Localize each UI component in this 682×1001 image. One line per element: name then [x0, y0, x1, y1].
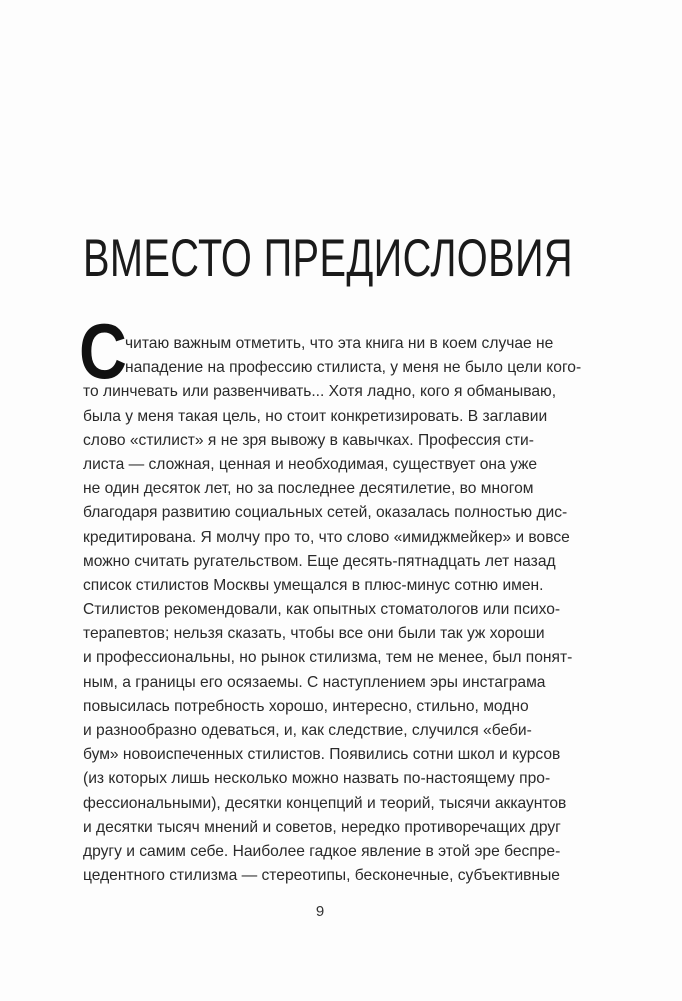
page-number: 9	[315, 903, 325, 920]
text-line: нападение на профессию стилиста, у меня не было цели кого-	[125, 359, 582, 377]
text-line: другу и самим себе. Наиболее гадкое явление в этой эре беспре-	[83, 842, 561, 860]
text-line: слово «стилист» я не зря вывожу в кавычках. Профессия сти-	[83, 431, 534, 449]
text-line: ным, а границы его осязаемы. С наступлением эры инстаграма	[83, 673, 546, 691]
text-line: благодаря развитию социальных сетей, оказалась полностью дис-	[83, 504, 568, 522]
text-line: Стилистов рекомендовали, как опытных стоматологов или психо-	[83, 601, 561, 619]
text-line: повысилась потребность хорошо, интересно, стильно, модно	[83, 697, 529, 715]
text-line: цедентного стилизма — стереотипы, бесконечные, субъективные	[83, 867, 560, 885]
text-line: листа — сложная, ценная и необходимая, существует она уже	[83, 455, 538, 473]
text-line: и разнообразно одеваться, и, как следствие, случился «беби-	[83, 722, 532, 739]
chapter-title: ВМЕСТО ПРЕДИСЛОВИЯ	[83, 229, 574, 288]
drop-cap: С	[79, 307, 127, 395]
text-line: бум» новоиспеченных стилистов. Появились сотни школ и курсов	[83, 746, 561, 764]
text-line: то линчевать или развенчивать... Хотя ладно, кого я обманываю,	[83, 383, 557, 401]
text-line: и десятки тысяч мнений и советов, нередко противоречащих друг	[83, 818, 561, 836]
text-line: и профессиональны, но рынок стилизма, тем не менее, был понят-	[83, 649, 573, 667]
text-line: (из которых лишь несколько можно назвать по-настоящему про-	[83, 770, 551, 788]
text-line: терапевтов; нельзя сказать, чтобы все они были так уж хороши	[83, 625, 545, 643]
text-line: фессиональными), десятки концепций и теорий, тысячи аккаунтов	[83, 794, 567, 812]
body-text	[83, 332, 581, 888]
text-line: не один десяток лет, но за последнее десятилетие, во многом	[83, 480, 534, 498]
text-line: читаю важным отметить, что эта книга ни в коем случае не	[125, 335, 554, 352]
text-line: можно считать ругательством. Еще десять-пятнадцать лет назад	[83, 552, 556, 570]
text-line: кредитирована. Я молчу про то, что слово «имиджмейкер» и вовсе	[83, 528, 570, 546]
text-line: была у меня такая цель, но стоит конкретизировать. В заглавии	[83, 407, 548, 425]
text-line: список стилистов Москвы умещался в плюс-минус сотню имен.	[83, 576, 544, 594]
